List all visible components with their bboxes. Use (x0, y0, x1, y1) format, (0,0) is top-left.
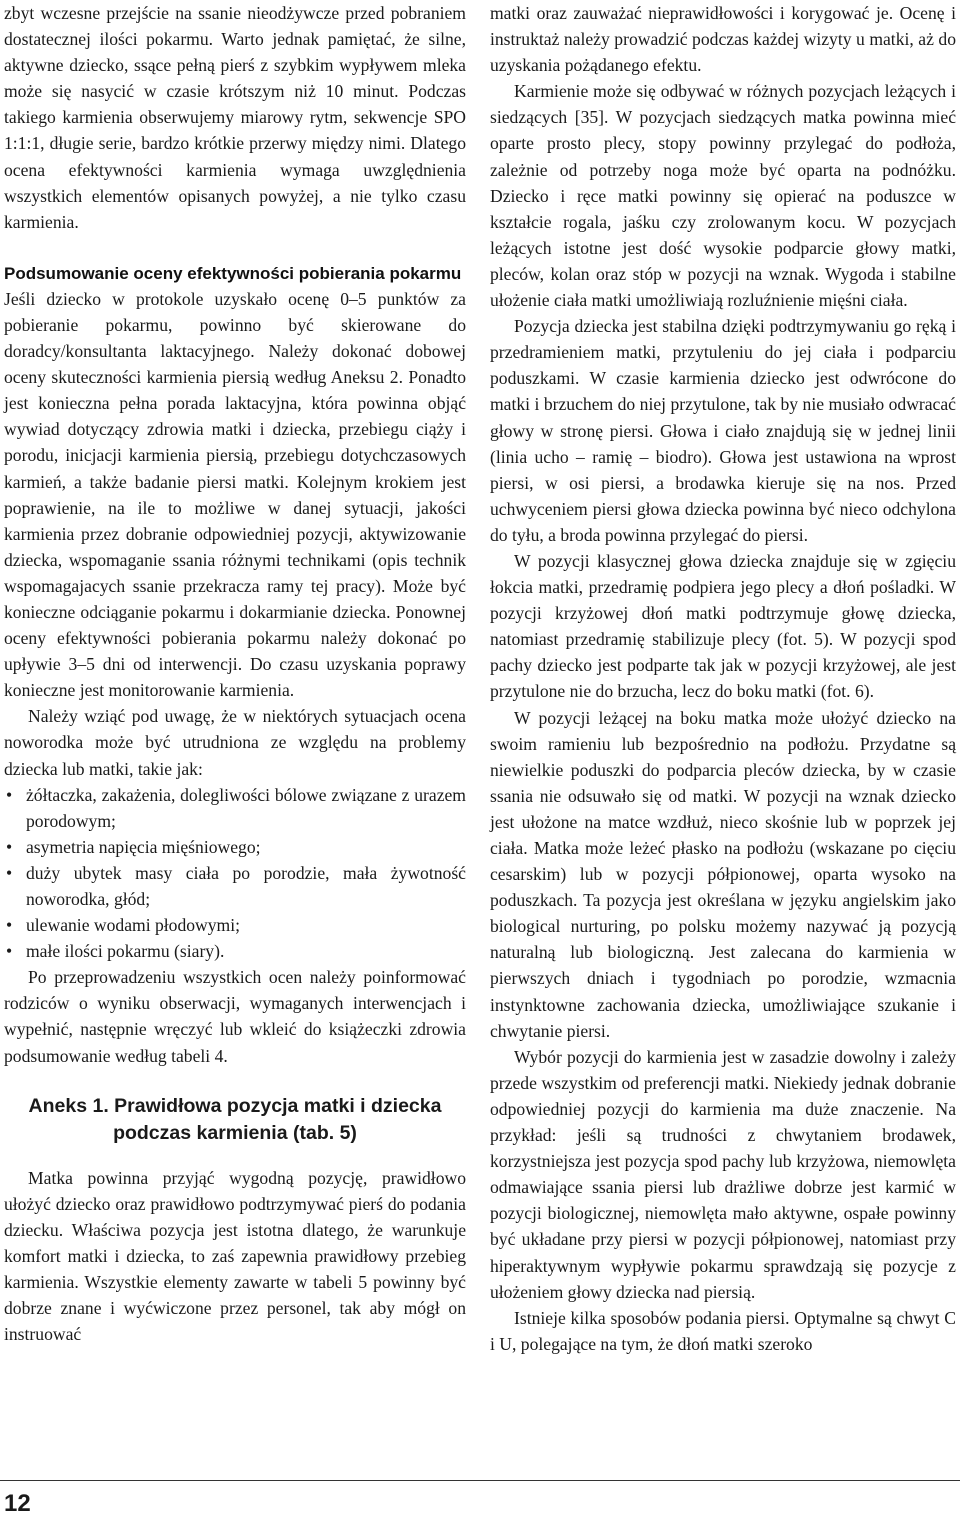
right-column (490, 0, 956, 1357)
paragraph-summary-1: Jeśli dziecko w protokole uzyskało ocenę 0–5 punktów za pobieranie pokarmu, powinno być skierowane do doradcy/konsultanta laktacyjnego. Należy dokonać dobowej oceny skuteczności karmienia piersią według Aneksu 2. Ponadto jest konieczna pełna porada laktacyjna, która powinna objąć wywiad dotyczący zdrowia matki i dziecka, przebiegu ciąży i porodu, inicjacji karmienia piersią, przebiegu dotychczasowych karmień, a także badanie piersi matki. Kolejnym krokiem jest poprawienie, na ile to możliwe w danej sytuacji, jakości karmienia przez dobranie odpowiedniej pozycji, aktywizowanie dziecka, wspomaganie ssania różnymi technikami (opis technik wspomagajacych ssanie przekracza ramy tej pracy). Może być konieczne odciąganie pokarmu i dokarmianie dziecka. Ponownej oceny efektywności pobierania pokarmu należy dokonać po upływie 3–5 dni od interwencji. Do czasu uzyskania poprawy konieczne jest monitorowanie karmienia. (4, 288, 466, 701)
bullet-icon: • (6, 915, 13, 936)
paragraph-continued: matki oraz zauważać nieprawidłowości i korygować je. Ocenę i instruktaż należy prowadzić podczas każdej wizyty u matki, aż do uzyskania pożądanego efektu. (490, 3, 956, 76)
paragraph-child-position: Pozycja dziecka jest stabilna dzięki podtrzymywaniu go ręką i przedramieniem matki, przytuleniu do jej ciała i podparciu poduszkami. W czasie karmienia dziecko jest odwrócone do matki i brzuchem do niej przytulone, tak by nie musiało odwracać głowy w stronę piersi. Głowa i ciało znajdują się w jednej linii (linia ucho – ramię – biodro). Głowa jest ustawiona na wprost piersi, w osi piersi, a brodawka kieruje się na nos. Przed uchwyceniem piersi głowa dziecka powinna być nieco odchylona do tyłu, a broda powinna przylegać do piersi. (490, 316, 956, 545)
list-item-text: żółtaczka, zakażenia, dolegliwości bólowe związane z urazem porodowym; (26, 784, 466, 831)
bullet-icon: • (6, 836, 13, 857)
paragraph-positions: Karmienie może się odbywać w różnych pozycjach leżących i siedzących [35]. W pozycjach siedzących matka powinna mieć oparte prosto plecy, stopy powinny przylegać do podłoża, zależnie od potrzeby noga może być oparta na podnóżku. Dziecko i ręce matki powinny się opierać na poduszce w kształcie rogala, jaśku czy zrolowanym kocu. W pozycjach leżących istotne jest dość wysokie podparcie głowy matki, pleców, kolan oraz stóp w pozycji na wznak. Wygoda i stabilne ułożenie ciała matki umożliwiają rozluźnienie mięśni ciała. (490, 81, 956, 311)
left-column (4, 0, 466, 1347)
paragraph-annex: Matka powinna przyjąć wygodną pozycję, prawidłowo ułożyć dziecko oraz prawidłowo podtrzymywać pierś do podania dziecku. Właściwa pozycja jest istotna dlatego, że warunkuje komfort matki i dziecka, to zaś zapewnia prawidłowy przebieg karmienia. Wszystkie elementy zawarte w tabeli 5 powinny być dobrze znane i wyćwiczone przez personel, tak aby mógł on instruować (4, 1167, 466, 1345)
annex-heading (4, 1093, 466, 1147)
list-item (4, 938, 466, 964)
paragraph-lying-position: W pozycji leżącej na boku matka może ułożyć dziecko na swoim ramieniu lub bezpośrednio na podłożu. Przydatne są niewielkie poduszki do podparcia pleców dziecka, by w czasie ssania nie odsuwało się od matki. W pozycji na wznak dziecko jest ułożone na matce wzdłuż, nieco skośnie lub w poprzek jej ciała. Matka może leżeć płasko na podłożu (wskazane po cięciu cesarskim) lub w pozycji półpionowej, oparta wysoko na poduszkach. Ta pozycja jest określana w języku angielskim jako biological nurturing, po polsku możemy nazywać ją pozycją naturalną lub biologiczną. Jest zalecana do karmienia w pierwszych dniach i tygodniach po porodzie, wzmacnia instynktowne zachowania dziecka, umożliwiające szukanie i chwytanie piersi. (490, 707, 956, 1041)
paragraph-summary-3: Po przeprowadzeniu wszystkich ocen należy poinformować rodziców o wyniku obserwacji, wymaganych interwencjach i wypełnić, następnie wręczyć lub wkleić do książeczki zdrowia podsumowanie według tabeli 4. (4, 967, 466, 1066)
list-item-text: duży ubytek masy ciała po porodzie, mała żywotność noworodka, głód; (26, 862, 466, 909)
bullet-icon: • (6, 862, 13, 883)
paragraph-intro: zbyt wczesne przejście na ssanie nieodżywcze przed pobraniem dostatecznej ilości pokarmu. Warto jednak pamiętać, że silne, aktywne dziecko, ssące pełną pierś z szybkim wypływem mleka może się nasycić w czasie krótszym niż 10 minut. Podczas takiego karmienia obserwujemy miarowy rytm, sekwencje SPO 1:1:1, długie serie, bardzo krótkie przerwy między nimi. Dlatego ocena efektywności karmienia wymaga uwzględnienia wszystkich elementów opisanych powyżej, a nie tylko czasu karmienia. (4, 3, 466, 232)
problem-list (4, 782, 466, 965)
bullet-icon: • (6, 784, 13, 805)
list-item (4, 782, 466, 834)
list-item-text: asymetria napięcia mięśniowego; (26, 836, 261, 857)
paragraph-summary-2: Należy wziąć pod uwagę, że w niektórych sytuacjach ocena noworodka może być utrudniona ze względu na problemy dziecka lub matki, takie jak: (4, 706, 466, 779)
footer-divider (0, 1480, 960, 1481)
list-item-text: ulewanie wodami płodowymi; (26, 915, 241, 936)
section-heading-summary: Podsumowanie oceny efektywności pobierania pokarmu (4, 263, 462, 283)
annex-heading-line-1: Aneks 1. Prawidłowa pozycja matki i dziecka (28, 1094, 442, 1117)
list-item (4, 834, 466, 860)
list-item-text: małe ilości pokarmu (siary). (26, 941, 225, 962)
paragraph-classic-position: W pozycji klasycznej głowa dziecka znajduje się w zgięciu łokcia matki, przedramię podpiera jego plecy a dłoń pośladki. W pozycji krzyżowej dłoń matki podtrzymuje głowę dziecka, natomiast przedramię stabilizuje plecy (fot. 5). W pozycji spod pachy dziecko jest podparte tak jak w pozycji krzyżowej, ale jest przytulone nie do brzucha, lecz do boku matki (fot. 6). (490, 550, 956, 702)
annex-heading-line-2: podczas karmienia (tab. 5) (113, 1121, 357, 1144)
page-number: 12 (4, 1490, 31, 1517)
bullet-icon: • (6, 941, 13, 962)
list-item (4, 860, 466, 912)
paragraph-position-choice: Wybór pozycji do karmienia jest w zasadzie dowolny i zależy przede wszystkim od preferencji matki. Niekiedy jednak dobranie odpowiedniej pozycji do karmienia ma duże znaczenie. Na przykład: jeśli są trudności z chwytaniem brodawek, korzystniejsza jest pozycja spod pachy lub krzyżowa, niemowlęta odmawiające ssania piersi lub drażliwe dobrze jest karmić w pozycji biologicznej, niemowlęta mało aktywne, ospałe powinny być układane przy piersi w pozycji półpionowej, natomiast przy hiperaktywnym wypływie pokarmu sprawdzają się pozycje z ułożeniem głowy dziecka nad piersią. (490, 1046, 956, 1302)
list-item (4, 912, 466, 938)
paragraph-breast-offering: Istnieje kilka sposobów podania piersi. Optymalne są chwyt C i U, polegające na tym, że dłoń matki szeroko (490, 1307, 956, 1354)
